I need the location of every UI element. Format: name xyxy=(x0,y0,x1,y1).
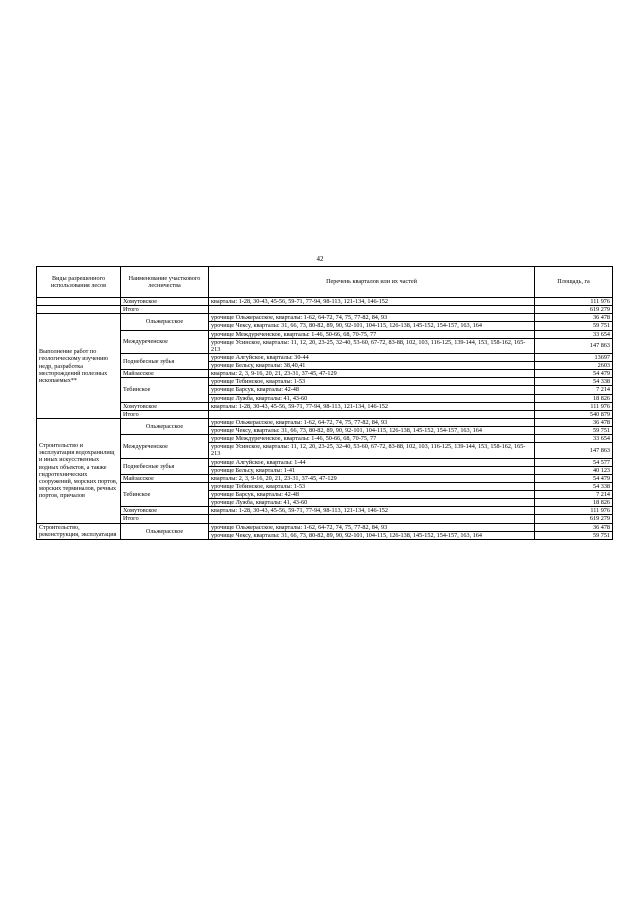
total-area: 540 879 xyxy=(535,410,613,418)
area-cell: 54 479 xyxy=(535,474,613,482)
district-cell: Междуреченское xyxy=(121,435,209,458)
quarters-cell: урочище Усинское, кварталы: 11, 12, 20, 23-25, 32-40, 53-60, 67-72, 83-88, 102, 103, 116-125, 139-144, 153, 158-162, 165-213 xyxy=(209,443,535,458)
area-cell: 33 654 xyxy=(535,330,613,338)
quarters-cell: урочище Междуреченское, кварталы: 1-46, 50-66, 68, 70-75, 77 xyxy=(209,330,535,338)
district-cell: Тебинское xyxy=(121,378,209,402)
area-cell: 13697 xyxy=(535,353,613,361)
quarters-cell: урочище Ольжерасское, кварталы: 1-62, 64-72, 74, 75, 77-82, 84, 93 xyxy=(209,418,535,426)
area-cell: 59 751 xyxy=(535,531,613,539)
quarters-cell: урочище Барсук, кварталы: 42-48 xyxy=(209,491,535,499)
header-use: Виды разрешенного использования лесов xyxy=(37,267,121,298)
quarters-cell: урочище Чексу, кварталы: 31, 66, 73, 80-82, 89, 90, 92-101, 104-115, 126-138, 145-152, 154-157, 163, 164 xyxy=(209,322,535,330)
total-label: Итого xyxy=(121,410,209,418)
area-cell: 2603 xyxy=(535,362,613,370)
table-row xyxy=(37,402,613,410)
total-row xyxy=(37,410,613,418)
quarters-cell: урочище Алгуйское, кварталы: 1-44 xyxy=(209,458,535,466)
area-cell: 36 478 xyxy=(535,418,613,426)
district-cell: Майзасское xyxy=(121,474,209,482)
table-row xyxy=(37,298,613,306)
quarters-cell-empty xyxy=(209,306,535,314)
total-row xyxy=(37,515,613,523)
header-district: Наименование участкового лесничества xyxy=(121,267,209,298)
area-cell: 33 654 xyxy=(535,435,613,443)
quarters-cell: урочище Тебинское, кварталы: 1-53 xyxy=(209,482,535,490)
quarters-cell: урочище Чексу, кварталы: 31, 66, 73, 80-82, 89, 90, 92-101, 104-115, 126-138, 145-152, 154-157, 163, 164 xyxy=(209,531,535,539)
district-cell: Ольжерасское xyxy=(121,523,209,539)
area-cell: 147 863 xyxy=(535,443,613,458)
quarters-cell: кварталы: 1-28, 30-43, 45-56, 59-71, 77-94, 98-113, 121-134, 146-152 xyxy=(209,298,535,306)
table-row xyxy=(37,474,613,482)
table-row xyxy=(37,330,613,338)
total-row xyxy=(37,306,613,314)
quarters-cell-empty xyxy=(209,515,535,523)
table-row xyxy=(37,378,613,386)
area-cell: 54 338 xyxy=(535,378,613,386)
district-cell: Поднебесные зубья xyxy=(121,458,209,474)
area-cell: 111 976 xyxy=(535,507,613,515)
quarters-cell: урочище Усинское, кварталы: 11, 12, 20, 23-25, 32-40, 53-60, 67-72, 83-88, 102, 103, 116-125, 139-144, 153, 158-162, 165-213 xyxy=(209,338,535,353)
area-cell: 7 214 xyxy=(535,491,613,499)
area-cell: 36 478 xyxy=(535,314,613,322)
area-cell: 54 479 xyxy=(535,370,613,378)
use-type-cell: Строительство, реконструкция, эксплуатация xyxy=(37,523,121,539)
district-cell: Ольжерасское xyxy=(121,418,209,434)
quarters-cell: урочище Чексу, кварталы: 31, 66, 73, 80-82, 89, 90, 92-101, 104-115, 126-138, 145-152, 154-157, 163, 164 xyxy=(209,427,535,435)
table-row xyxy=(37,482,613,490)
quarters-cell: урочище Ольжерасское, кварталы: 1-62, 64-72, 74, 75, 77-82, 84, 93 xyxy=(209,523,535,531)
quarters-cell: урочище Ольжерасское, кварталы: 1-62, 64-72, 74, 75, 77-82, 84, 93 xyxy=(209,314,535,322)
area-cell: 59 751 xyxy=(535,427,613,435)
area-cell: 111 976 xyxy=(535,402,613,410)
area-cell: 59 751 xyxy=(535,322,613,330)
table-row xyxy=(37,523,613,531)
quarters-cell: урочище Лужба, кварталы: 41, 43-60 xyxy=(209,394,535,402)
quarters-cell: урочище Лужба, кварталы: 41, 43-60 xyxy=(209,499,535,507)
district-cell: Хомутовское xyxy=(121,402,209,410)
table-row xyxy=(37,314,613,322)
header-area: Площадь, га xyxy=(535,267,613,298)
use-type-cell: Строительство и эксплуатация водохранилищ и иных искусственных водных объектов, а также гидротехнических сооружений, морских портов, морских терминалов, речных портов, причалов xyxy=(37,418,121,523)
quarters-cell-empty xyxy=(209,410,535,418)
use-cell-empty xyxy=(37,306,121,314)
table-header-row xyxy=(37,267,613,298)
area-cell: 111 976 xyxy=(535,298,613,306)
area-cell: 18 826 xyxy=(535,499,613,507)
total-label: Итого xyxy=(121,515,209,523)
district-cell: Тебинское xyxy=(121,482,209,506)
quarters-cell: урочище Междуреченское, кварталы: 1-46, 50-66, 68, 70-75, 77 xyxy=(209,435,535,443)
use-type-cell: Выполнение работ по геологическому изучению недр, разработка месторождений полезных ископаемых** xyxy=(37,314,121,419)
district-cell: Поднебесные зубья xyxy=(121,353,209,369)
total-label: Итого xyxy=(121,306,209,314)
total-area: 619 279 xyxy=(535,306,613,314)
district-cell: Майзасское xyxy=(121,370,209,378)
district-cell: Хомутовское xyxy=(121,507,209,515)
area-cell: 36 478 xyxy=(535,523,613,531)
table-row xyxy=(37,353,613,361)
area-cell: 54 338 xyxy=(535,482,613,490)
area-cell: 18 826 xyxy=(535,394,613,402)
forest-use-table xyxy=(36,266,613,540)
quarters-cell: кварталы: 1-28, 30-43, 45-56, 59-71, 77-94, 98-113, 121-134, 146-152 xyxy=(209,402,535,410)
quarters-cell: урочище Алгуйское, кварталы: 30-44 xyxy=(209,353,535,361)
district-cell: Ольжерасское xyxy=(121,314,209,330)
total-area: 619 279 xyxy=(535,515,613,523)
quarters-cell: урочище Тебинское, кварталы: 1-53 xyxy=(209,378,535,386)
quarters-cell: урочище Бельсу, кварталы: 1-41 xyxy=(209,466,535,474)
quarters-cell: кварталы: 2, 3, 9-16, 20, 21, 23-31, 37-45, 47-129 xyxy=(209,474,535,482)
header-list: Перечень кварталов или их частей xyxy=(209,267,535,298)
area-cell: 147 863 xyxy=(535,338,613,353)
table-row xyxy=(37,418,613,426)
page-number: 42 xyxy=(316,255,324,263)
use-cell-empty xyxy=(37,298,121,306)
quarters-cell: урочище Барсук, кварталы: 42-48 xyxy=(209,386,535,394)
quarters-cell: кварталы: 2, 3, 9-16, 20, 21, 23-31, 37-45, 47-129 xyxy=(209,370,535,378)
area-cell: 7 214 xyxy=(535,386,613,394)
district-cell: Междуреченское xyxy=(121,330,209,353)
table-row xyxy=(37,370,613,378)
table-row xyxy=(37,435,613,443)
district-cell: Хомутовское xyxy=(121,298,209,306)
table-row xyxy=(37,458,613,466)
area-cell: 54 577 xyxy=(535,458,613,466)
quarters-cell: урочище Бельсу, кварталы: 38,40,41 xyxy=(209,362,535,370)
area-cell: 40 123 xyxy=(535,466,613,474)
table-row xyxy=(37,507,613,515)
quarters-cell: кварталы: 1-28, 30-43, 45-56, 59-71, 77-94, 98-113, 121-134, 146-152 xyxy=(209,507,535,515)
